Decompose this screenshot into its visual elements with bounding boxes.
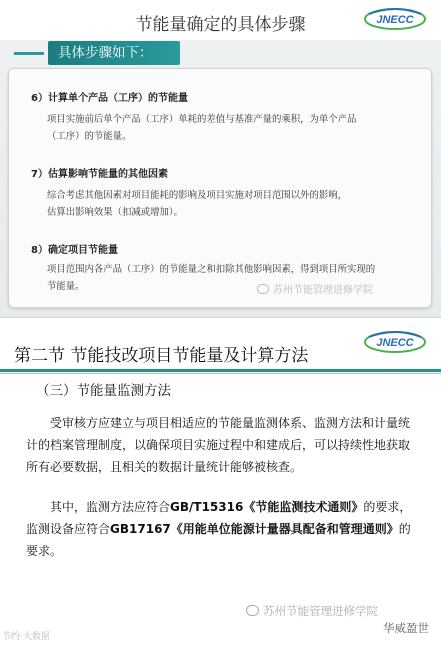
steps-banner: 具体步骤如下： bbox=[48, 41, 180, 65]
para-1-line: 受审核方应建立与项目相适应的节能量监测体系、监测方法和计量 bbox=[50, 416, 399, 430]
standard-gb17167-name: 《用能单位能源计量器具配备和管理通则》 bbox=[170, 522, 399, 536]
paragraph-1 bbox=[26, 412, 422, 478]
slide-1-title: 节能量确定的具体步骤 bbox=[135, 15, 306, 35]
watermark bbox=[257, 281, 373, 296]
steps-card bbox=[8, 68, 432, 308]
para-2-line3: 求。 bbox=[38, 544, 63, 558]
para-2-line2a: 测设备应符合 bbox=[38, 522, 111, 536]
wechat-icon bbox=[246, 605, 259, 616]
step-8-line: 项目范围内各产品（工序）的节能量之和扣除其他影响因素，得到项目所实现的 bbox=[47, 264, 376, 275]
step-6-line: 项目实施前后单个产品（工序）单耗的差值与基准产量的乘积，为单个产品 bbox=[47, 114, 357, 125]
standard-gb-t15316-name: 《节能监测技术通则》 bbox=[243, 500, 364, 514]
slide-2 bbox=[0, 322, 441, 645]
watermark bbox=[246, 603, 378, 619]
logo-text: JNECC bbox=[376, 337, 414, 349]
step-8-line: 节能量。 bbox=[47, 281, 85, 292]
para-2-prefix: 其中，监测方法应符合 bbox=[50, 500, 171, 514]
step-7-line: 综合考虑其他因素对项目能耗的影响及项目实施对项目范围以外的影响， bbox=[47, 190, 348, 201]
step-8-heading: 8）确定项目节能量 bbox=[31, 245, 118, 256]
watermark-text: 苏州节能管理进修学院 bbox=[263, 604, 378, 618]
para-1-line: 统计的档案管理制度，以确保项目实施过程中和建成后，可以持续性地 bbox=[26, 416, 411, 452]
slide-2-title: 第二节 节能技改项目节能量及计算方法 bbox=[14, 346, 309, 366]
standard-gb17167: GB17167 bbox=[110, 522, 171, 536]
title-rule bbox=[0, 369, 441, 372]
logo-text: JNECC bbox=[376, 14, 414, 26]
para-2-line2b: 的要 bbox=[26, 522, 411, 558]
standard-gb-t15316: GB/T15316 bbox=[170, 500, 244, 514]
step-6-line: （工序）的节能量。 bbox=[47, 131, 132, 142]
section-subtitle: （三）节能量监测方法 bbox=[36, 383, 171, 399]
paragraph-2 bbox=[26, 496, 422, 562]
para-1-line: 获取所有必要数据，且相关的数据计量统计能够被核查。 bbox=[26, 438, 411, 474]
wechat-icon bbox=[257, 284, 269, 294]
title-rule-thin bbox=[0, 373, 441, 374]
step-7-text bbox=[47, 187, 427, 221]
step-7-line: 估算出影响效果（扣减或增加）。 bbox=[47, 207, 183, 218]
slide-1 bbox=[0, 0, 441, 318]
step-6-heading: 6）计算单个产品（工序）的节能量 bbox=[31, 93, 188, 104]
step-6-text bbox=[47, 111, 427, 145]
source-mark: 节约·大数据 bbox=[2, 632, 50, 642]
jnecc-logo-icon bbox=[363, 329, 427, 355]
para-2-middle: 的要求，监 bbox=[26, 500, 412, 536]
watermark-text: 苏州节能管理进修学院 bbox=[273, 285, 373, 296]
step-7-heading: 7）估算影响节能量的其他因素 bbox=[31, 169, 168, 180]
jnecc-logo-icon bbox=[363, 6, 427, 32]
brand-mark: 华威盈世 bbox=[383, 621, 429, 635]
